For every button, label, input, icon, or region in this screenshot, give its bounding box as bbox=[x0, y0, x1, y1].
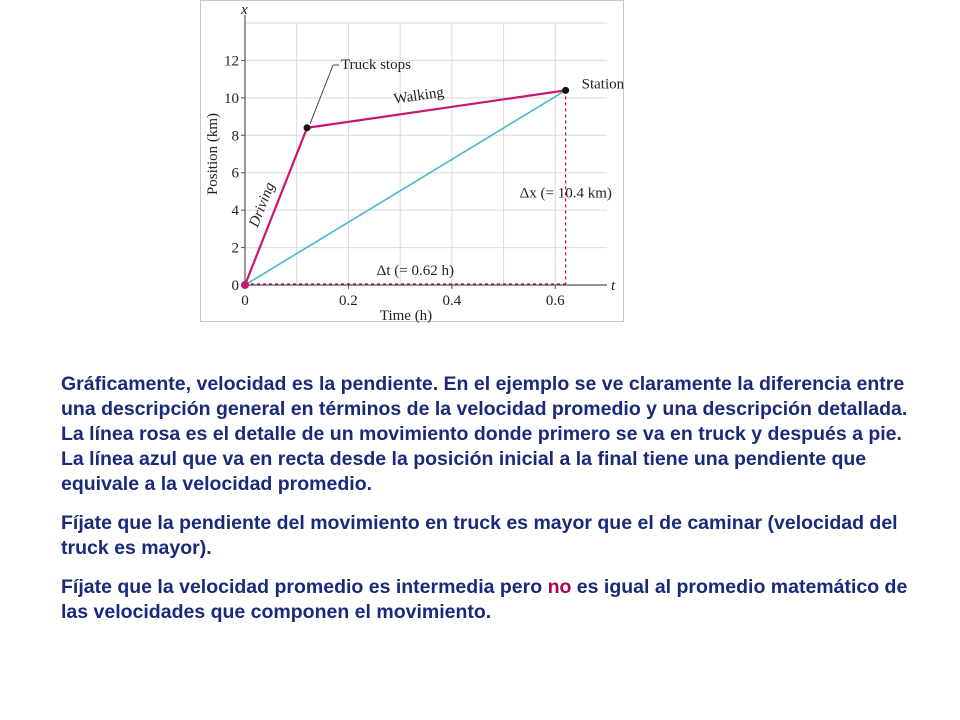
paragraph-3-end: es igual al promedio matemático de las velocidades que componen el movimiento. bbox=[61, 576, 908, 623]
x-tick-label: 0 bbox=[241, 293, 249, 309]
truck-stops-leader bbox=[310, 65, 333, 124]
chart-svg bbox=[201, 1, 625, 323]
y-tick-label: 12 bbox=[224, 53, 239, 70]
x-axis-symbol: t bbox=[611, 278, 616, 294]
paragraph-2: Fíjate que la pendiente del movimiento en truck es mayor que el de caminar (velocidad del truck es mayor). bbox=[61, 512, 898, 559]
paragraph-3-start: Fíjate que la velocidad promedio es intermedia pero bbox=[61, 576, 548, 598]
x-axis-label: Time (h) bbox=[379, 308, 433, 323]
truck-stop-point bbox=[304, 124, 311, 131]
x-tick-label: 0.4 bbox=[442, 293, 462, 309]
delta-x-label: Δx (= 10.4 km) bbox=[519, 185, 612, 202]
x-tick-label: 0.2 bbox=[339, 293, 358, 309]
station-label: Station bbox=[581, 76, 625, 93]
highlight-no: no bbox=[547, 576, 572, 598]
x-tick-label: 0.6 bbox=[545, 293, 565, 309]
y-axis-symbol: x bbox=[241, 2, 248, 18]
y-tick-label: 10 bbox=[224, 90, 239, 107]
station-point bbox=[562, 87, 569, 94]
y-tick-label: 2 bbox=[231, 240, 239, 257]
explanation-text bbox=[61, 372, 911, 639]
start-point bbox=[241, 281, 249, 289]
paragraph-1: Gráficamente, velocidad es la pendiente. En el ejemplo se ve claramente la diferencia entre una descripción general en términos de la velocidad promedio y una descripción detallada. La línea rosa es el detalle de un movimiento donde primero se va en truck y después a pie. La línea azul que va en recta desde la posición inicial a la final tiene una pendiente que equivale a la velocidad promedio. bbox=[61, 373, 908, 495]
delta-t-label: Δt (= 0.62 h) bbox=[376, 263, 454, 279]
y-tick-label: 4 bbox=[231, 203, 239, 220]
y-tick-label: 0 bbox=[231, 278, 239, 294]
y-tick-label: 6 bbox=[231, 165, 239, 182]
y-tick-label: 8 bbox=[231, 128, 239, 145]
paragraph-3 bbox=[61, 575, 911, 625]
driving-label: Driving bbox=[246, 180, 279, 230]
position-time-graph bbox=[200, 0, 624, 322]
average-velocity-line bbox=[245, 90, 566, 285]
truck-stops-label: Truck stops bbox=[341, 57, 411, 73]
walking-label: Walking bbox=[392, 84, 445, 108]
y-axis-label: Position (km) bbox=[205, 112, 221, 196]
